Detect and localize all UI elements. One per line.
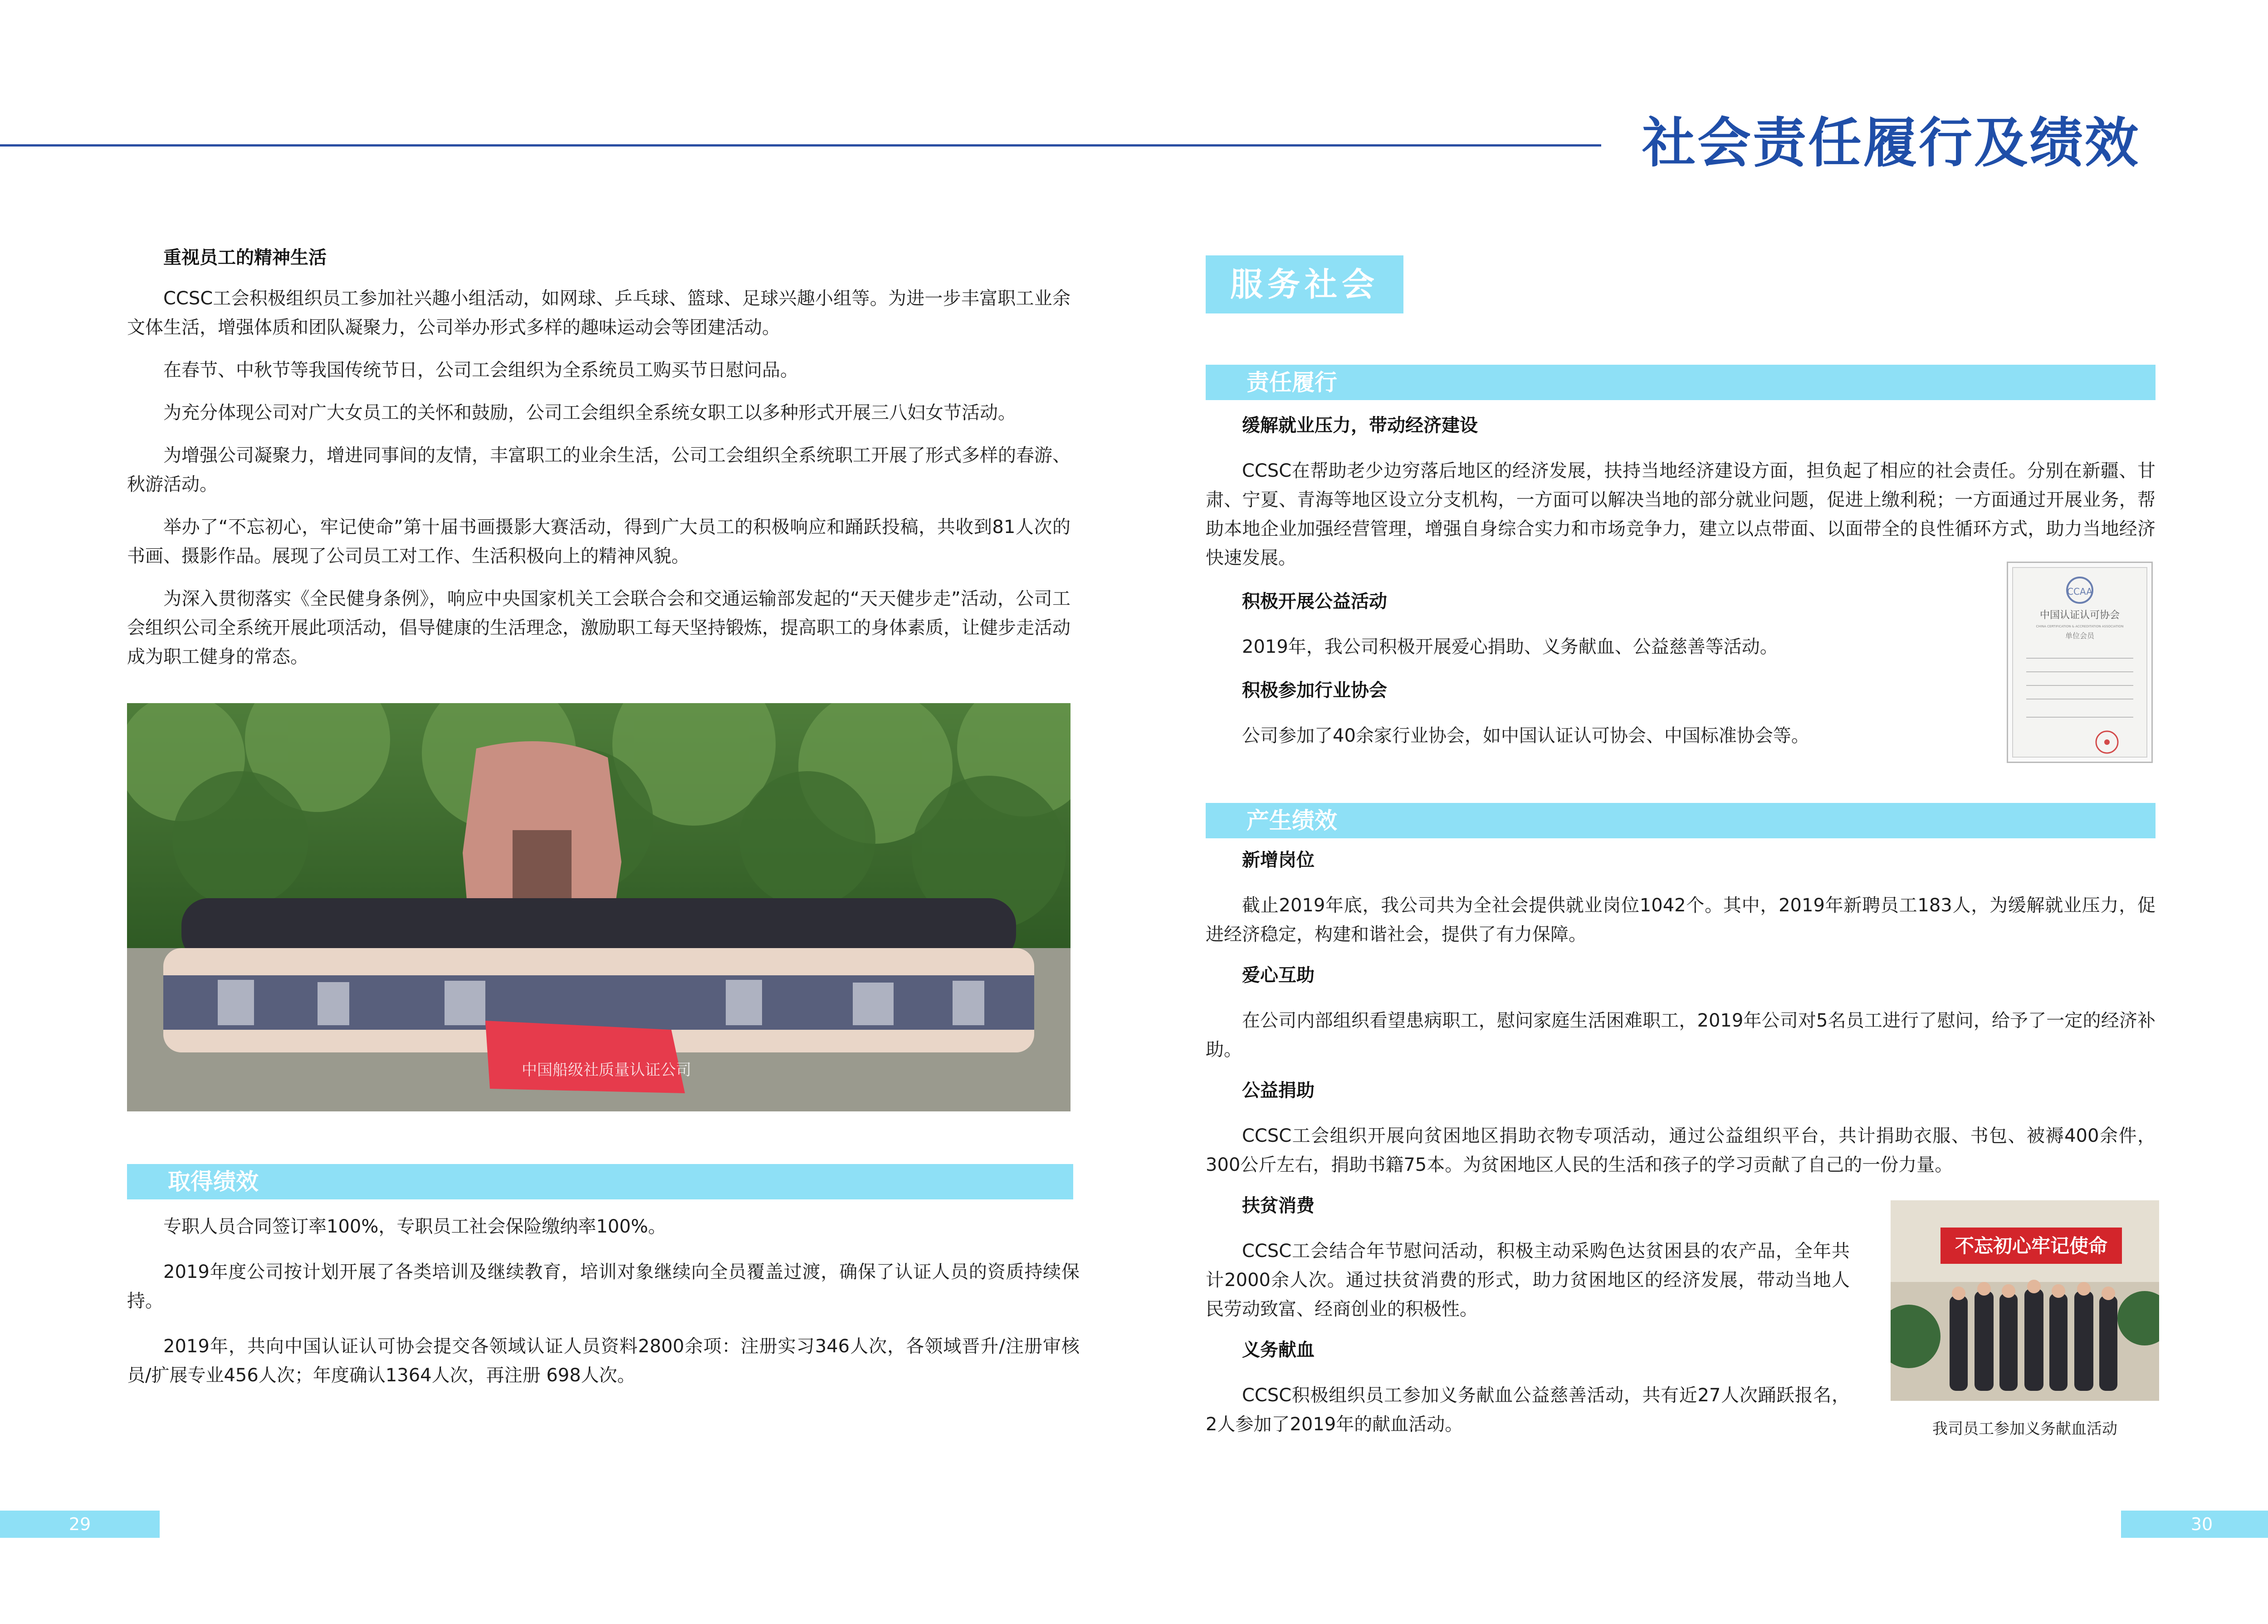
perf-section-bar: 取得绩效: [127, 1164, 1073, 1199]
duty-section-bar: 责任履行: [1206, 365, 2156, 400]
duty-heading: 积极参加行业协会: [1242, 680, 1387, 701]
banner-text: 中国船级社质量认证公司: [522, 1061, 691, 1079]
duty-paragraph: CCSC在帮助老少边穷落后地区的经济发展，扶持当地经济建设方面，担负起了相应的社会责任。分别在新疆、甘肃、宁夏、青海等地区设立分支机构，一方面可以解决当地的部分就业问题，促进上缴利税；一方面通过开展业务，帮助本地企业加强经营管理，增强自身综合实力和市场竞争力，建立以点带面、以面带全的良性循环方式，助力当地经济快速发展。: [1206, 460, 2156, 568]
cert-org: 中国认证认可协会: [2039, 610, 2120, 621]
page-title: 社会责任履行及绩效: [1642, 112, 2141, 174]
results-section-bar: 产生绩效: [1206, 803, 2156, 838]
left-paragraph: 为深入贯彻落实《全民健身条例》，响应中央国家机关工会联合会和交通运输部发起的“天天健步走”活动，公司工会组织公司全系统开展此项活动，倡导健康的生活理念，激励职工每天坚持锻炼，提高职工的身体素质，让健步走活动成为职工健身的常态。: [127, 588, 1070, 667]
duty-heading: 积极开展公益活动: [1242, 591, 1387, 612]
section-title-box: 服务社会: [1206, 255, 1403, 313]
results-heading: 爱心互助: [1242, 965, 1315, 986]
photo-banner-text: 不忘初心牢记使命: [1955, 1235, 2108, 1257]
results-paragraph: CCSC积极组织员工参加义务献血公益慈善活动，共有近27人次踊跃报名，2人参加了2019年的献血活动。: [1206, 1385, 1850, 1435]
group-photo: [127, 703, 1070, 1111]
left-article: [127, 245, 1070, 685]
cert-org-en: CHINA CERTIFICATION & ACCREDITATION ASSOCIATION: [2036, 625, 2124, 628]
duty-paragraph: 公司参加了40余家行业协会，如中国认证认可协会、中国标准协会等。: [1242, 725, 1809, 746]
svg-text:CCAA: CCAA: [2067, 586, 2092, 597]
photo-caption: 我司员工参加义务献血活动: [1932, 1420, 2117, 1438]
left-paragraph: 举办了“不忘初心，牢记使命”第十届书画摄影大赛活动，得到广大员工的积极响应和踊跃投稿，共收到81人次的书画、摄影作品。展现了公司员工对工作、生活积极向上的精神风貌。: [127, 517, 1070, 567]
results-heading: 公益捐助: [1242, 1080, 1315, 1101]
blood-donation-photo: [1891, 1200, 2159, 1401]
left-heading: 重视员工的精神生活: [163, 247, 327, 268]
results-paragraph: CCSC工会结合年节慰问活动，积极主动采购色达贫困县的农产品，全年共计2000余人次。通过扶贫消费的形式，助力贫困地区的经济发展，带动当地人民劳动致富、经商创业的积极性。: [1206, 1241, 1850, 1320]
results-paragraph: 截止2019年底，我公司共为全社会提供就业岗位1042个。其中，2019年新聘员工183人，为缓解就业压力，促进经济稳定，构建和谐社会，提供了有力保障。: [1206, 895, 2156, 945]
group-photo-illustration: [127, 703, 1070, 1111]
results-paragraph: CCSC工会组织开展向贫困地区捐助衣物专项活动，通过公益组织平台，共计捐助衣服、书包、被褥400余件，300公斤左右，捐助书籍75本。为贫困地区人民的生活和孩子的学习贡献了自己的一份力量。: [1206, 1125, 2156, 1175]
header-rule: [0, 144, 1601, 147]
results-heading: 义务献血: [1242, 1340, 1315, 1360]
membership-certificate: [2007, 562, 2153, 763]
duty-paragraph: 2019年，我公司积极开展爱心捐助、义务献血、公益慈善等活动。: [1242, 636, 1778, 657]
cert-member: 单位会员: [2065, 631, 2095, 640]
results-heading: 扶贫消费: [1242, 1195, 1315, 1216]
blood-donation-illustration: [1891, 1200, 2159, 1401]
perf-paragraph: 2019年，共向中国认证认可协会提交各领域认证人员资料2800余项：注册实习346人次，各领域晋升/注册审核员/扩展专业456人次；年度确认1364人次，再注册 698人次。: [127, 1336, 1080, 1386]
left-paragraph: 为充分体现公司对广大女员工的关怀和鼓励，公司工会组织全系统女职工以多种形式开展三八妇女节活动。: [163, 402, 1016, 423]
duty-heading: 缓解就业压力，带动经济建设: [1242, 415, 1478, 436]
results-heading: 新增岗位: [1242, 850, 1315, 871]
left-paragraph: CCSC工会积极组织员工参加社兴趣小组活动，如网球、乒乓球、篮球、足球兴趣小组等。为进一步丰富职工业余文体生活，增强体质和团队凝聚力，公司举办形式多样的趣味运动会等团建活动。: [127, 288, 1070, 338]
left-paragraph: 在春节、中秋节等我国传统节日，公司工会组织为全系统员工购买节日慰问品。: [163, 360, 798, 381]
page-number-left: 29: [0, 1511, 160, 1538]
perf-paragraph: 专职人员合同签订率100%，专职员工社会保险缴纳率100%。: [163, 1216, 666, 1237]
page-number-right: 30: [2121, 1511, 2268, 1538]
perf-paragraph: 2019年度公司按计划开展了各类培训及继续教育，培训对象继续向全员覆盖过渡，确保了认证人员的资质持续保持。: [127, 1262, 1080, 1311]
certificate-illustration: [2008, 563, 2151, 762]
perf-article: [127, 1212, 1080, 1406]
results-paragraph: 在公司内部组织看望患病职工，慰问家庭生活困难职工，2019年公司对5名员工进行了慰问，给予了一定的经济补助。: [1206, 1010, 2156, 1060]
left-paragraph: 为增强公司凝聚力，增进同事间的友情，丰富职工的业余生活，公司工会组织全系统职工开展了形式多样的春游、秋游活动。: [127, 445, 1070, 495]
